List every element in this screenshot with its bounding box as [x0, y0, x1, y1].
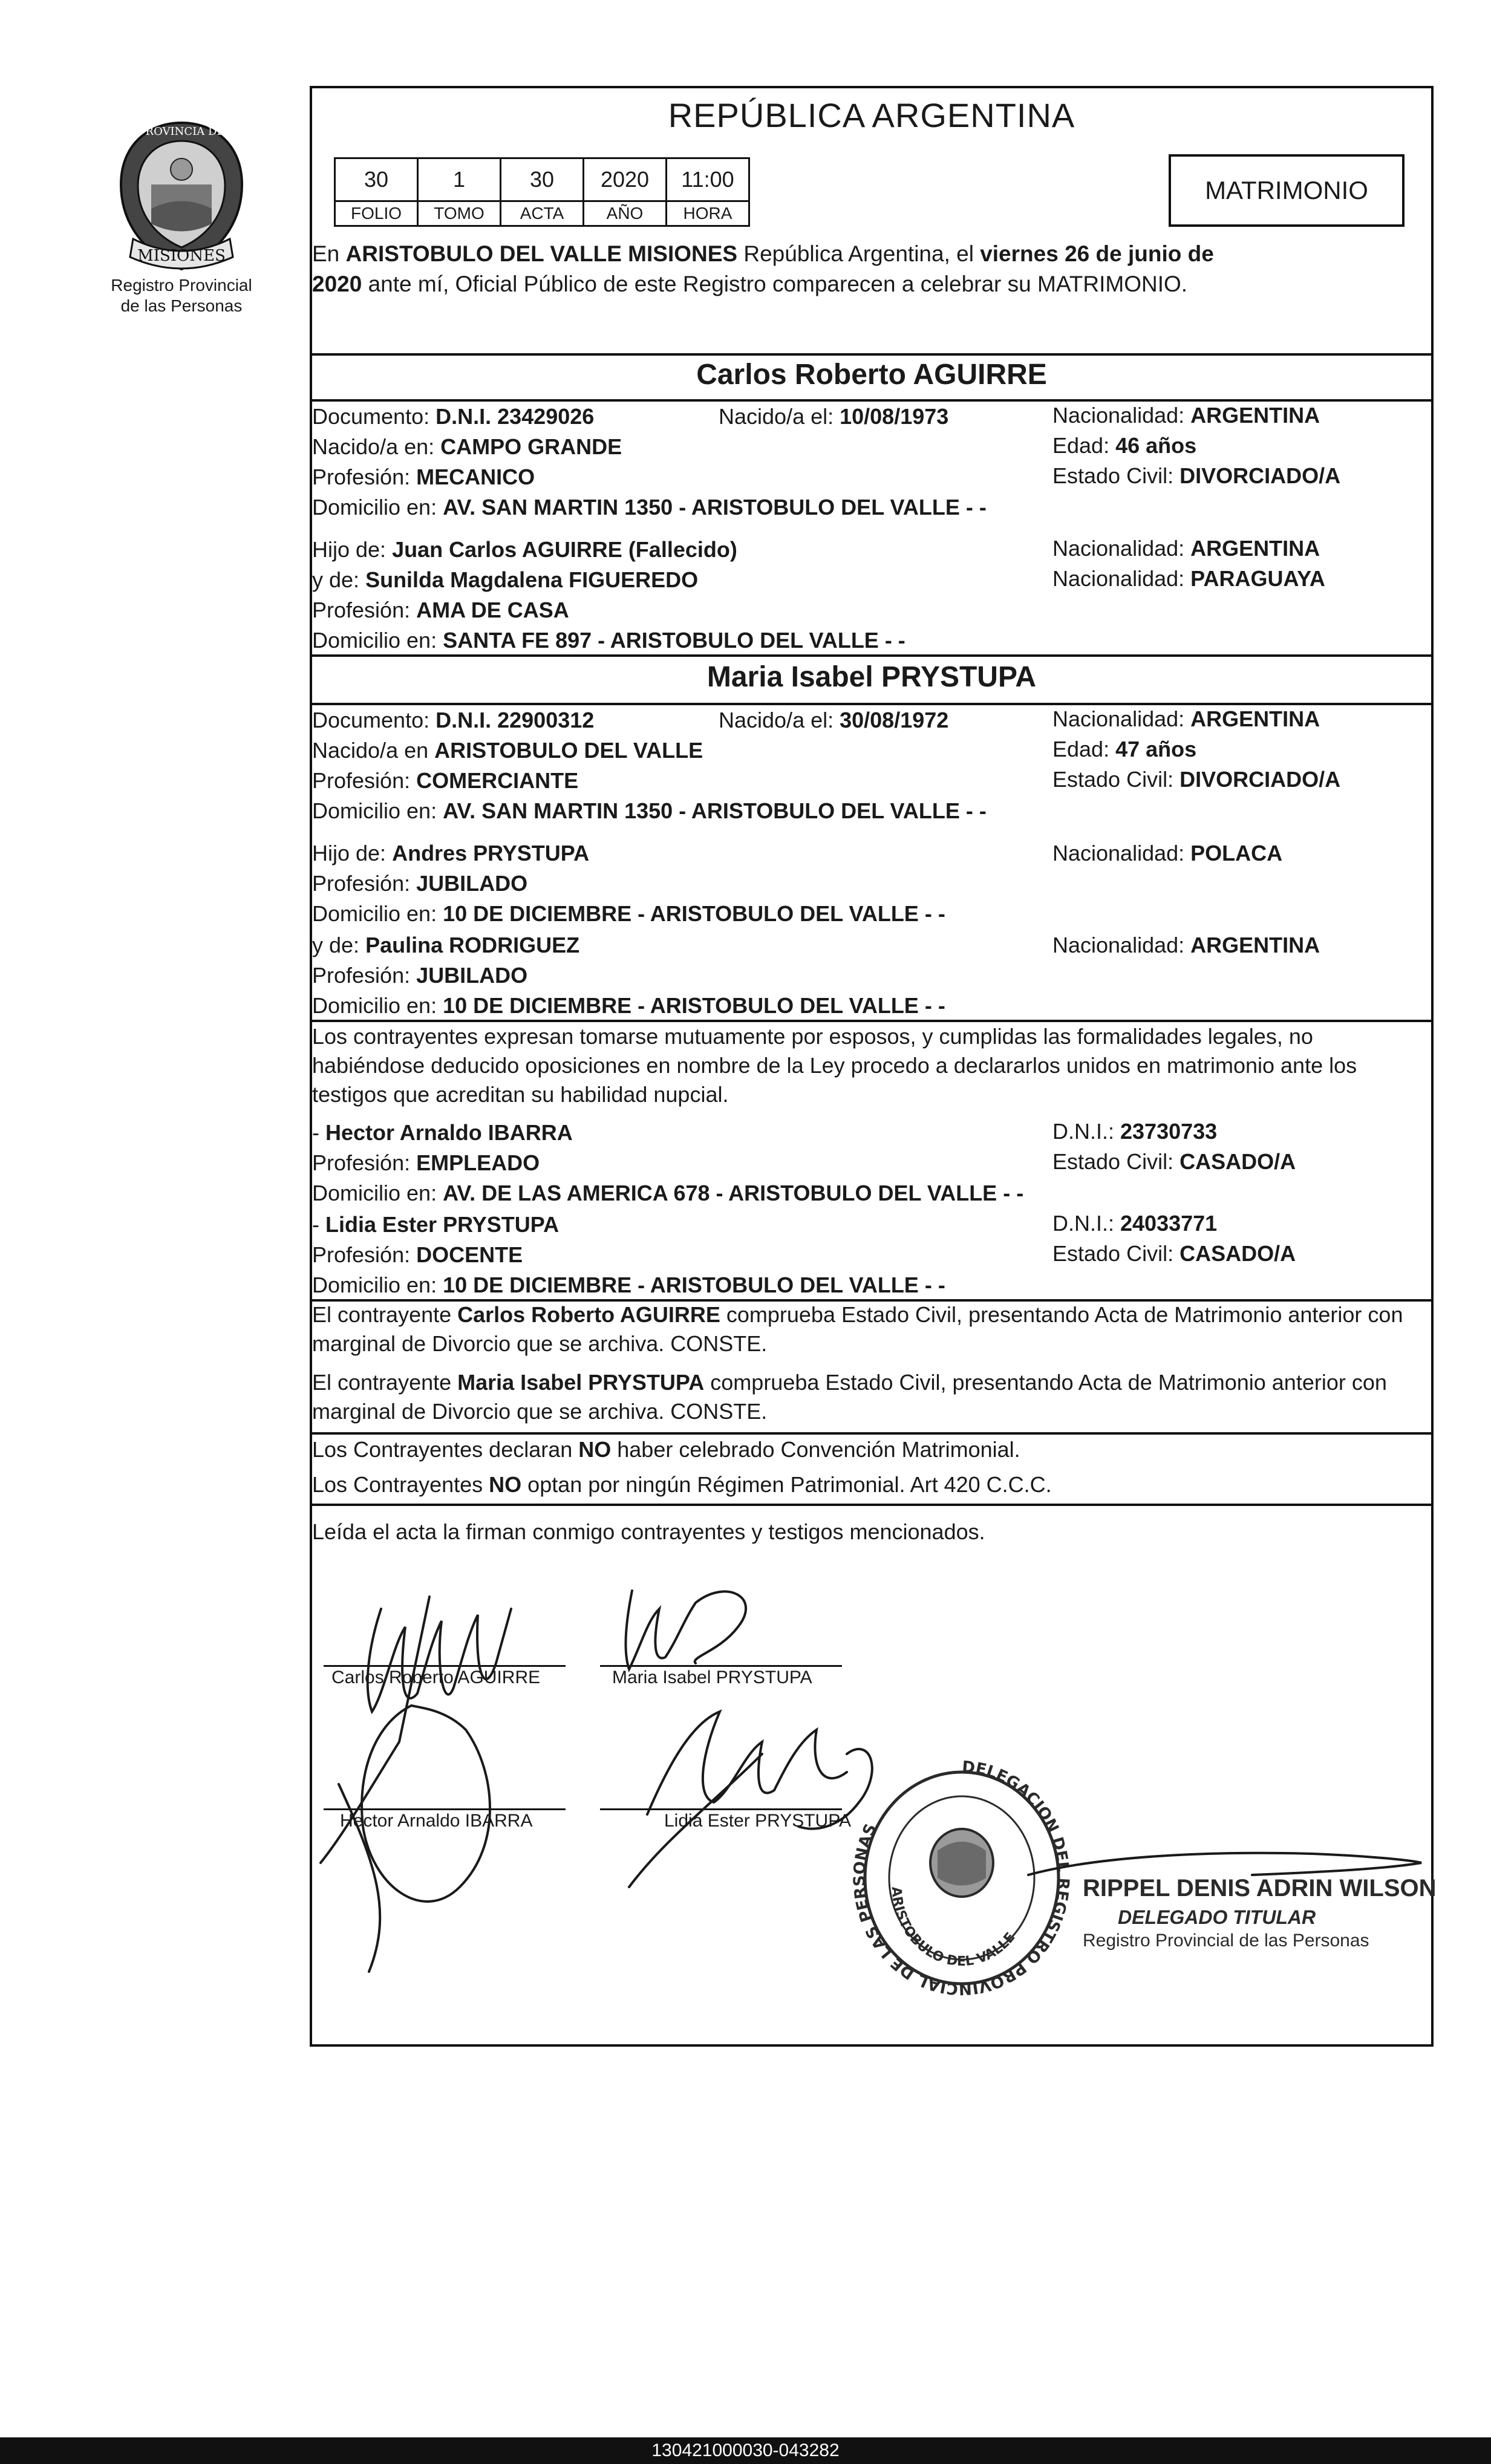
groom-address: Domicilio en: AV. SAN MARTIN 1350 - ARISTOBULO DEL VALLE - -	[312, 495, 987, 520]
signature-name-witness-1: Hector Arnaldo IBARRA	[340, 1811, 533, 1831]
witness-1-civil-status: Estado Civil: CASADO/A	[1052, 1149, 1296, 1174]
groom-birthdate: Nacido/a el: 10/08/1973	[719, 404, 949, 429]
intro-paragraph: En ARISTOBULO DEL VALLE MISIONES República Argentina, el viernes 26 de junio de 2020 ante mí, Oficial Público de este Registro comparecen a celebrar su MATRIMONIO.	[312, 241, 1214, 296]
bride-address: Domicilio en: AV. SAN MARTIN 1350 - ARISTOBULO DEL VALLE - -	[312, 798, 987, 823]
witness-2-civil-status: Estado Civil: CASADO/A	[1052, 1241, 1296, 1266]
hour-label: HORA	[667, 201, 749, 226]
svg-text:PROVINCIA DE: PROVINCIA DE	[138, 125, 225, 138]
bride-nationality: Nacionalidad: ARGENTINA	[1052, 706, 1320, 731]
acta-label: ACTA	[501, 201, 584, 226]
svg-text:MISIONES: MISIONES	[137, 247, 226, 265]
witness-1-address: Domicilio en: AV. DE LAS AMERICA 678 - ARISTOBULO DEL VALLE - -	[312, 1181, 1024, 1205]
bride-father-nationality: Nacionalidad: POLACA	[1052, 841, 1283, 865]
signature-name-bride: Maria Isabel PRYSTUPA	[612, 1667, 812, 1687]
tomo-label: TOMO	[418, 201, 501, 226]
bride-father-address: Domicilio en: 10 DE DICIEMBRE - ARISTOBULO DEL VALLE - -	[312, 901, 945, 926]
document-code-bar: 130421000030-043282	[0, 2437, 1491, 2464]
groom-civil-status: Estado Civil: DIVORCIADO/A	[1052, 463, 1341, 488]
bride-name-heading: Maria Isabel PRYSTUPA	[706, 661, 1037, 693]
groom-parents-profession: Profesión: AMA DE CASA	[312, 598, 569, 622]
bride-age: Edad: 47 años	[1052, 737, 1197, 761]
groom-profession: Profesión: MECANICO	[312, 464, 535, 489]
act-type-box: MATRIMONIO	[1169, 154, 1405, 227]
bride-document: Documento: D.N.I. 22900312	[312, 708, 595, 732]
bride-birthplace: Nacido/a en ARISTOBULO DEL VALLE	[312, 738, 703, 763]
groom-age: Edad: 46 años	[1052, 433, 1197, 458]
groom-parents-address: Domicilio en: SANTA FE 897 - ARISTOBULO DEL VALLE - -	[312, 628, 905, 653]
bride-mother-address: Domicilio en: 10 DE DICIEMBRE - ARISTOBULO DEL VALLE - -	[312, 993, 945, 1018]
closing-statement: Leída el acta la firman conmigo contrayentes y testigos mencionados.	[312, 1519, 985, 1544]
civil-proof-groom: El contrayente Carlos Roberto AGUIRRE comprueba Estado Civil, presentando Acta de Matrimonio anterior con marginal de Divorcio que se archiva. CONSTE.	[312, 1302, 1403, 1356]
country-title: REPÚBLICA ARGENTINA	[668, 96, 1075, 134]
province-seal-logo	[109, 118, 254, 275]
bride-civil-status: Estado Civil: DIVORCIADO/A	[1052, 767, 1341, 792]
delegate-role: DELEGADO TITULAR	[1118, 1906, 1316, 1928]
bride-mother-nationality: Nacionalidad: ARGENTINA	[1052, 933, 1320, 957]
groom-mother: y de: Sunilda Magdalena FIGUEREDO	[312, 567, 699, 592]
witness-1-name: - Hector Arnaldo IBARRA	[312, 1120, 573, 1145]
bride-profession: Profesión: COMERCIANTE	[312, 768, 579, 793]
witness-2-address: Domicilio en: 10 DE DICIEMBRE - ARISTOBULO DEL VALLE - -	[312, 1273, 945, 1297]
tomo-value: 1	[418, 158, 501, 201]
year-value: 2020	[584, 158, 667, 201]
bride-mother-profession: Profesión: JUBILADO	[312, 963, 528, 988]
signature-name-groom: Carlos Roberto AGUIRRE	[331, 1667, 541, 1687]
delegate-office: Registro Provincial de las Personas	[1083, 1931, 1369, 1951]
regime-line-2: Los Contrayentes NO optan por ningún Régimen Patrimonial. Art 420 C.C.C.	[312, 1472, 1052, 1497]
divider	[310, 1504, 1434, 1506]
groom-mother-nationality: Nacionalidad: PARAGUAYA	[1052, 566, 1325, 591]
bride-birthdate: Nacido/a el: 30/08/1972	[719, 708, 949, 732]
witness-2-profession: Profesión: DOCENTE	[312, 1242, 523, 1267]
divider	[310, 353, 1434, 356]
bride-father-profession: Profesión: JUBILADO	[312, 871, 528, 896]
groom-document: Documento: D.N.I. 23429026	[312, 404, 595, 429]
folio-label: FOLIO	[335, 201, 418, 226]
handwritten-signatures	[302, 1573, 907, 1996]
bride-mother: y de: Paulina RODRIGUEZ	[312, 933, 580, 957]
groom-nationality: Nacionalidad: ARGENTINA	[1052, 403, 1320, 428]
groom-father: Hijo de: Juan Carlos AGUIRRE (Fallecido)	[312, 537, 737, 562]
registry-name: Registro Provincial de las Personas	[111, 276, 252, 315]
witness-1-profession: Profesión: EMPLEADO	[312, 1150, 540, 1175]
groom-birthplace: Nacido/a en: CAMPO GRANDE	[312, 434, 622, 459]
groom-father-nationality: Nacionalidad: ARGENTINA	[1052, 536, 1320, 561]
witness-2-dni: D.N.I.: 24033771	[1052, 1211, 1218, 1236]
groom-name-heading: Carlos Roberto AGUIRRE	[696, 359, 1047, 391]
bride-father: Hijo de: Andres PRYSTUPA	[312, 841, 590, 865]
witness-2-name: - Lidia Ester PRYSTUPA	[312, 1212, 560, 1237]
svg-text:ARISTOBULO DEL VALLE: ARISTOBULO DEL VALLE	[888, 1886, 1019, 1969]
folio-value: 30	[335, 158, 418, 201]
delegate-name: RIPPEL DENIS ADRIN WILSON	[1083, 1875, 1437, 1902]
divider	[310, 654, 1434, 657]
hour-value: 11:00	[667, 158, 749, 201]
witness-1-dni: D.N.I.: 23730733	[1052, 1119, 1218, 1144]
year-label: AÑO	[584, 201, 667, 226]
declaration-paragraph: Los contrayentes expresan tomarse mutuamente por esposos, y cumplidas las formalidades legales, no habiéndose deducido oposiciones en nombre de la Ley procedo a declararlos unidos en matrimonio ante los testigos que acreditan su habilidad nupcial.	[312, 1024, 1357, 1107]
civil-proof-bride: El contrayente Maria Isabel PRYSTUPA comprueba Estado Civil, presentando Acta de Matrimonio anterior con marginal de Divorcio que se archiva. CONSTE.	[312, 1370, 1387, 1424]
acta-value: 30	[501, 158, 584, 201]
signature-name-witness-2: Lidia Ester PRYSTUPA	[664, 1811, 852, 1831]
svg-text:DELEGACION DEL REGISTRO PROVIN: DELEGACION DEL REGISTRO PROVINCIAL DE LAS PERSONAS	[850, 1758, 1072, 1998]
reference-table	[334, 157, 750, 227]
regime-line-1: Los Contrayentes declaran NO haber celebrado Convención Matrimonial.	[312, 1437, 1020, 1462]
